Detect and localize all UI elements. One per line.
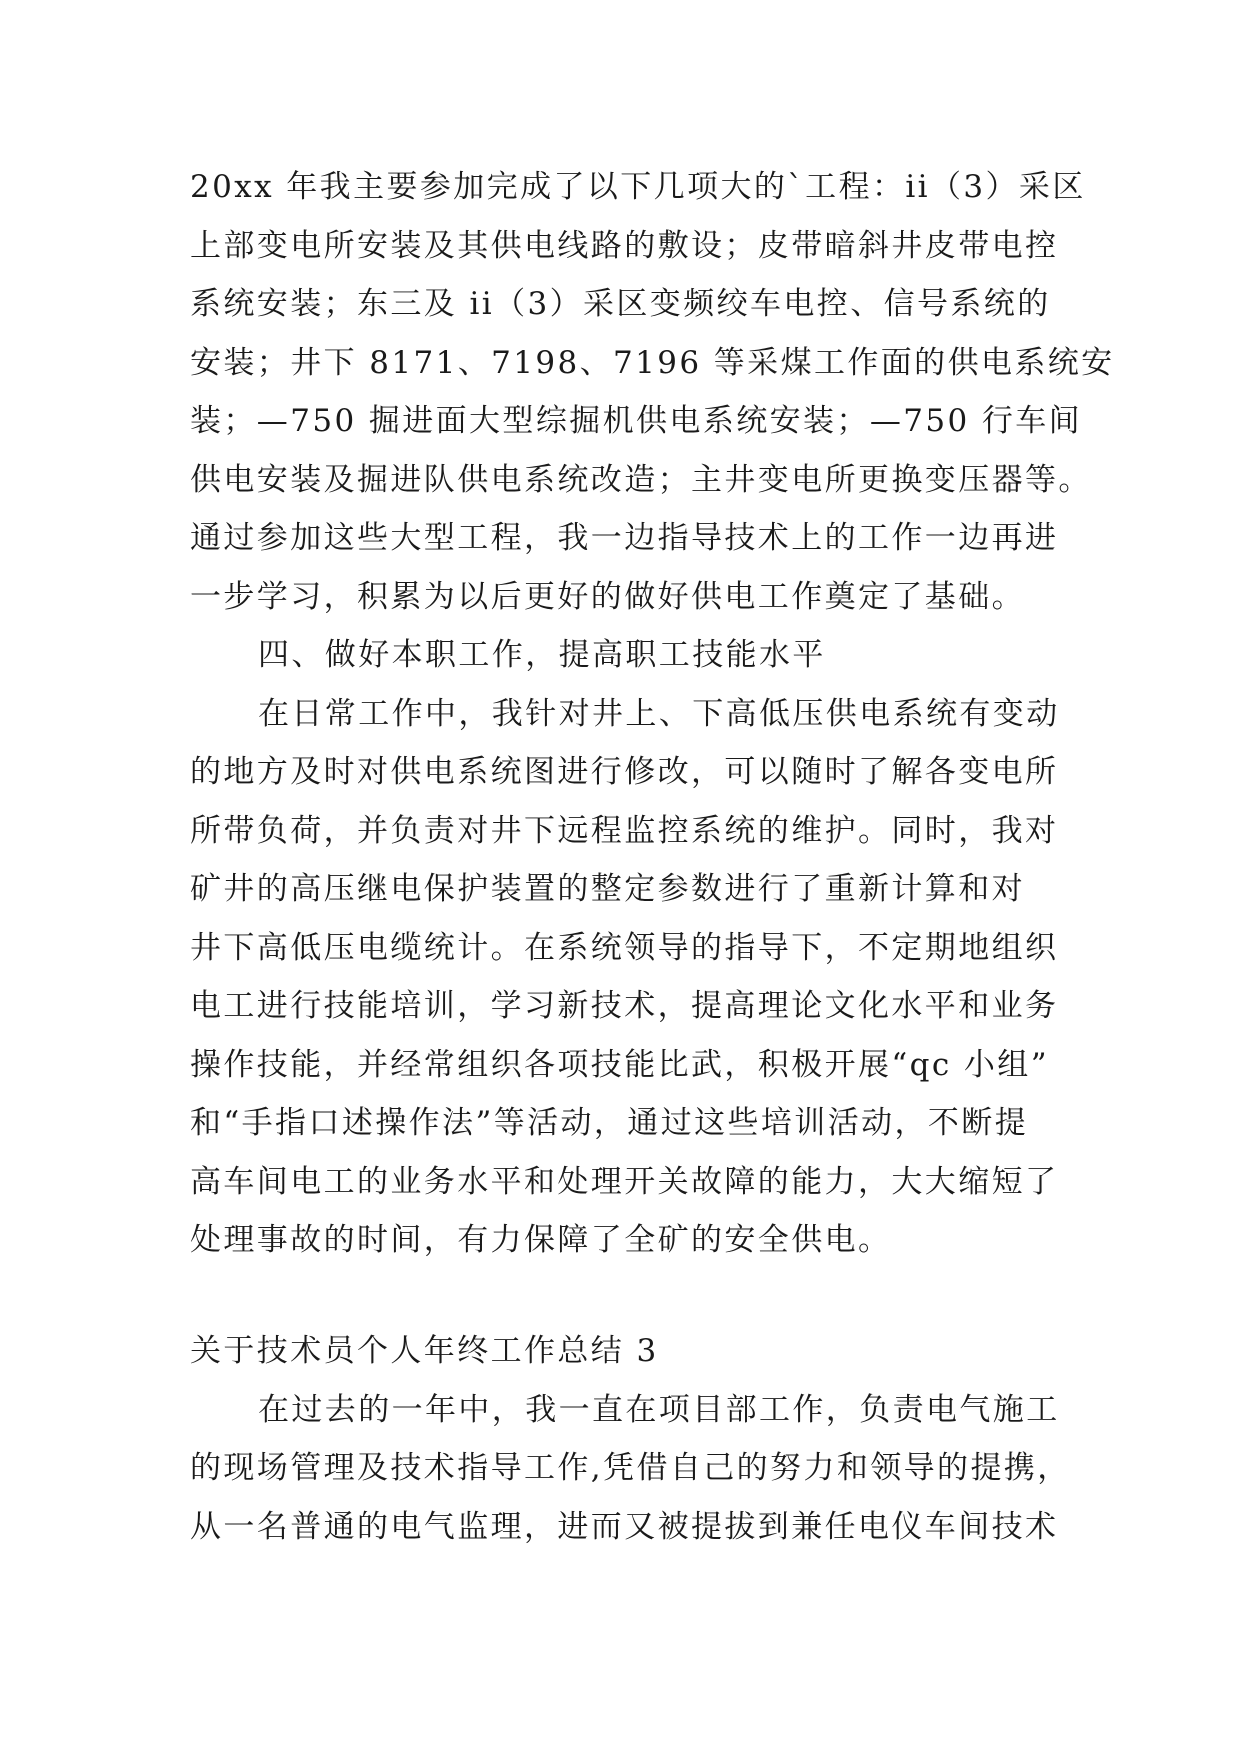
text-line: 处理事故的时间，有力保障了全矿的安全供电。 [190,1222,892,1258]
section-heading: 四、做好本职工作，提高职工技能水平 [258,637,826,673]
body-text-section-1 [190,158,1115,1270]
text-line: 井下高低压电缆统计。在系统领导的指导下，不定期地组织 [190,929,1059,966]
text-line: 的地方及时对供电系统图进行修改，可以随时了解各变电所 [190,754,1059,790]
body-text-section-2 [190,1322,1071,1556]
text-line: 所带负荷，并负责对井下远程监控系统的维护。同时，我对 [190,812,1059,849]
text-line: 操作技能，并经常组织各项技能比武，积极开展“qc 小组” [190,1046,1049,1083]
paragraph-start-line: 在日常工作中，我针对井上、下高低压供电系统有变动 [258,695,1060,732]
text-line: 20xx 年我主要参加完成了以下几项大的`工程：ii（3）采区 [190,169,1086,205]
paragraph-start-line: 在过去的一年中，我一直在项目部工作，负责电气施工 [258,1391,1060,1428]
text-line: 的现场管理及技术指导工作,凭借自己的努力和领导的提携， [190,1450,1071,1486]
text-line: 系统安装；东三及 ii（3）采区变频绞车电控、信号系统的 [190,286,1051,322]
text-line: 电工进行技能培训，学习新技术，提高理论文化水平和业务 [190,988,1059,1024]
text-line: 矿井的高压继电保护装置的整定参数进行了重新计算和对 [190,871,1025,907]
text-line: 安装；井下 8171、7198、7196 等采煤工作面的供电系统安 [190,344,1115,381]
text-line: 从一名普通的电气监理，进而又被提拔到兼任电仪车间技术 [190,1508,1059,1545]
text-line: 高车间电工的业务水平和处理开关故障的能力，大大缩短了 [190,1163,1059,1200]
text-line: 一步学习，积累为以后更好的做好供电工作奠定了基础。 [190,578,1025,615]
text-line: 和“手指口述操作法”等活动，通过这些培训活动，不断提 [190,1105,1029,1141]
text-line: 供电安装及掘进队供电系统改造；主井变电所更换变压器等。 [190,461,1092,498]
text-line: 上部变电所安装及其供电线路的敷设；皮带暗斜井皮带电控 [190,227,1059,264]
document-title: 关于技术员个人年终工作总结 3 [190,1333,659,1369]
text-line: 通过参加这些大型工程，我一边指导技术上的工作一边再进 [190,520,1059,556]
text-line: 装；—750 掘进面大型综掘机供电系统安装；—750 行车间 [190,403,1083,439]
